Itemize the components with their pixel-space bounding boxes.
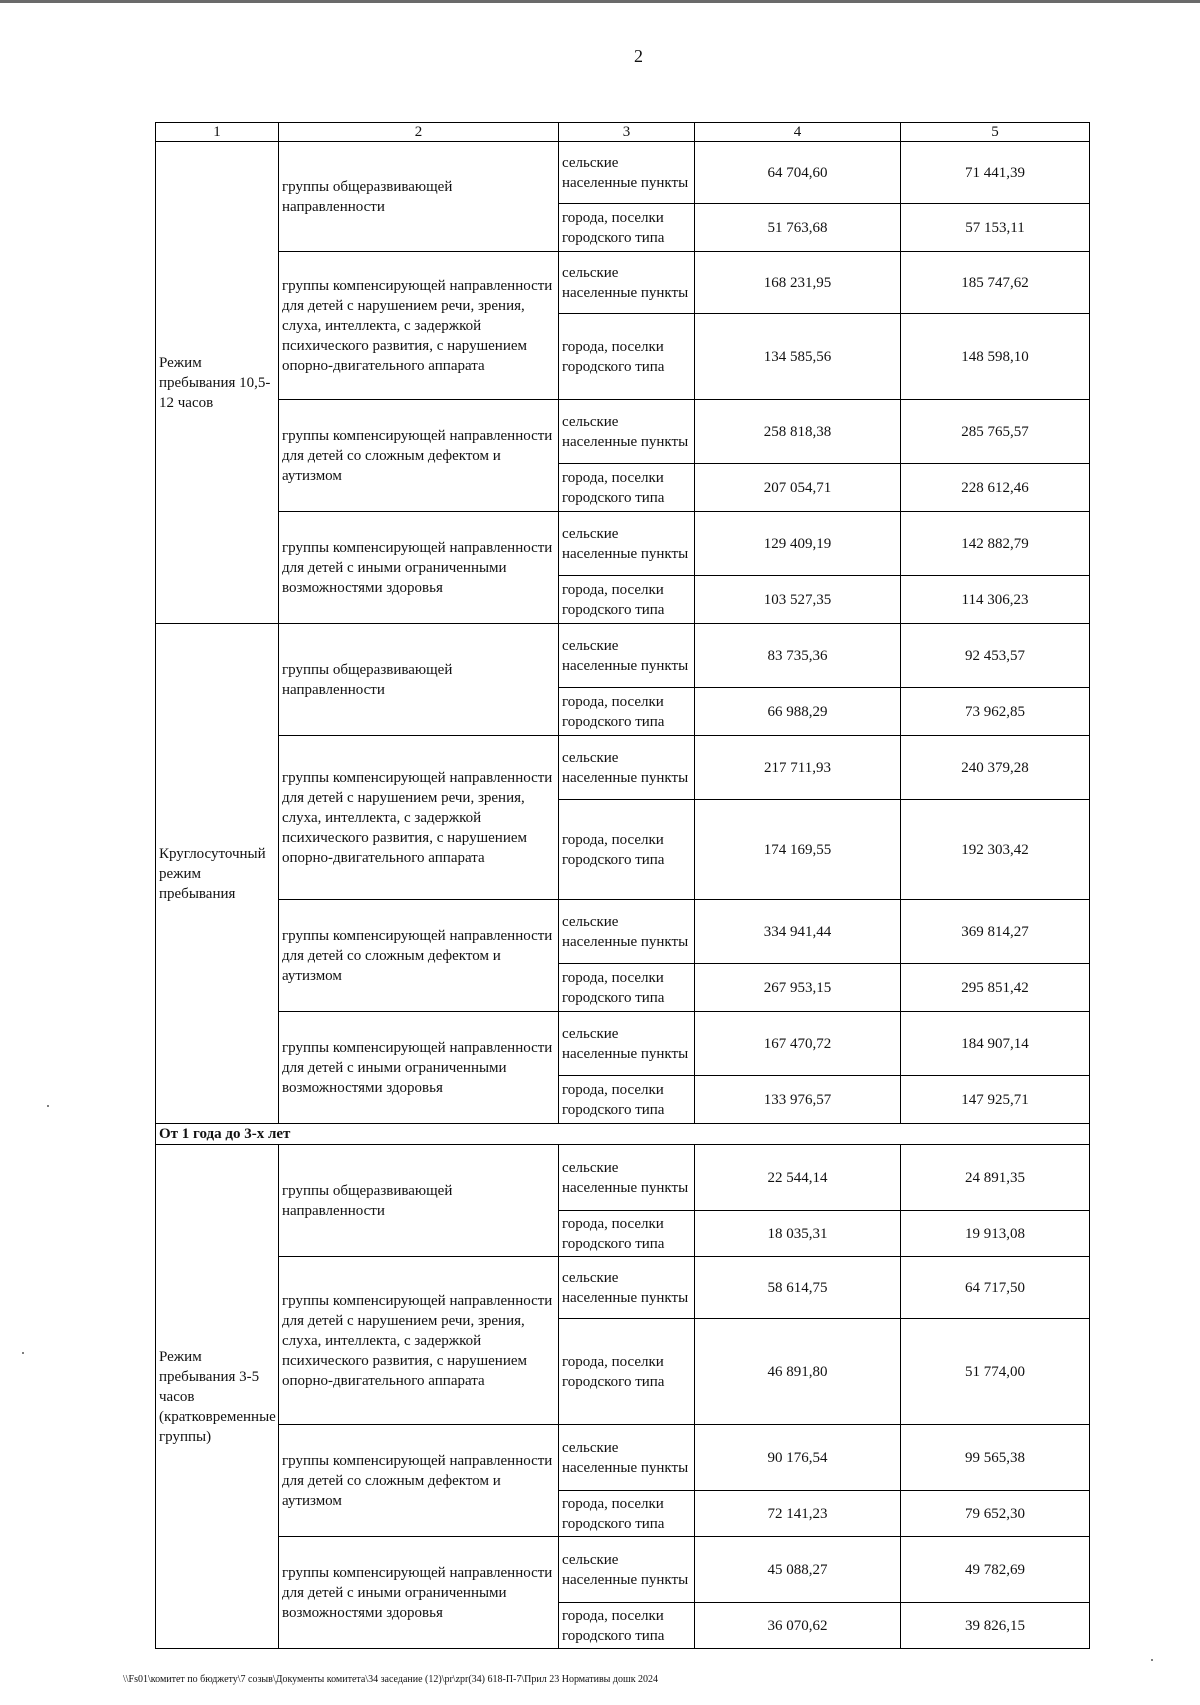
table-row xyxy=(156,512,1090,576)
area-type-cell: города, поселки городского типа xyxy=(559,1319,695,1425)
normative-value-col4: 45 088,27 xyxy=(695,1537,901,1603)
table-row xyxy=(156,1145,1090,1211)
area-type-cell: города, поселки городского типа xyxy=(559,1211,695,1257)
age-section-title: От 1 года до 3-х лет xyxy=(156,1124,1090,1145)
normative-value-col5: 71 441,39 xyxy=(901,142,1090,204)
group-type-cell: группы компенсирующей направленности для детей с иными ограниченными возможностями здоровья xyxy=(279,1537,559,1649)
normative-value-col5: 73 962,85 xyxy=(901,688,1090,736)
normative-value-col4: 258 818,38 xyxy=(695,400,901,464)
area-type-cell: города, поселки городского типа xyxy=(559,688,695,736)
area-type-cell: сельские населенные пункты xyxy=(559,252,695,314)
area-type-cell: города, поселки городского типа xyxy=(559,1076,695,1124)
table-row xyxy=(156,1537,1090,1603)
age-section-row xyxy=(156,1124,1090,1145)
normative-value-col4: 207 054,71 xyxy=(695,464,901,512)
normative-value-col4: 58 614,75 xyxy=(695,1257,901,1319)
group-type-cell: группы общеразвивающей направленности xyxy=(279,624,559,736)
normative-value-col4: 167 470,72 xyxy=(695,1012,901,1076)
normative-value-col4: 64 704,60 xyxy=(695,142,901,204)
area-type-cell: сельские населенные пункты xyxy=(559,512,695,576)
normative-value-col5: 64 717,50 xyxy=(901,1257,1090,1319)
table-row xyxy=(156,400,1090,464)
normative-value-col5: 142 882,79 xyxy=(901,512,1090,576)
stay-mode-cell: Режим пребывания 3-5 часов (кратковременные группы) xyxy=(156,1145,279,1649)
normative-value-col5: 57 153,11 xyxy=(901,204,1090,252)
table-row xyxy=(156,142,1090,204)
normative-value-col5: 295 851,42 xyxy=(901,964,1090,1012)
normative-value-col4: 72 141,23 xyxy=(695,1491,901,1537)
area-type-cell: города, поселки городского типа xyxy=(559,204,695,252)
area-type-cell: сельские населенные пункты xyxy=(559,1145,695,1211)
area-type-cell: города, поселки городского типа xyxy=(559,314,695,400)
normative-value-col4: 83 735,36 xyxy=(695,624,901,688)
normative-value-col4: 103 527,35 xyxy=(695,576,901,624)
table-row xyxy=(156,1425,1090,1491)
area-type-cell: сельские населенные пункты xyxy=(559,624,695,688)
normative-value-col5: 79 652,30 xyxy=(901,1491,1090,1537)
group-type-cell: группы общеразвивающей направленности xyxy=(279,1145,559,1257)
group-type-cell: группы компенсирующей направленности для детей с иными ограниченными возможностями здоровья xyxy=(279,512,559,624)
column-number-row xyxy=(156,123,1090,142)
normative-value-col5: 369 814,27 xyxy=(901,900,1090,964)
area-type-cell: сельские населенные пункты xyxy=(559,1425,695,1491)
area-type-cell: сельские населенные пункты xyxy=(559,736,695,800)
normative-value-col5: 49 782,69 xyxy=(901,1537,1090,1603)
scan-edge-line xyxy=(0,0,1200,3)
column-number: 4 xyxy=(695,123,901,142)
group-type-cell: группы компенсирующей направленности для детей с нарушением речи, зрения, слуха, интеллекта, с задержкой психического развития, с нарушением опорно-двигательного аппарата xyxy=(279,1257,559,1425)
table-row xyxy=(156,900,1090,964)
stay-mode-cell: Режим пребывания 10,5-12 часов xyxy=(156,142,279,624)
normative-value-col5: 184 907,14 xyxy=(901,1012,1090,1076)
normative-value-col4: 22 544,14 xyxy=(695,1145,901,1211)
normative-value-col5: 39 826,15 xyxy=(901,1603,1090,1649)
normative-value-col4: 18 035,31 xyxy=(695,1211,901,1257)
normative-value-col4: 46 891,80 xyxy=(695,1319,901,1425)
group-type-cell: группы компенсирующей направленности для детей со сложным дефектом и аутизмом xyxy=(279,400,559,512)
scan-speck xyxy=(1151,1659,1153,1661)
normative-value-col5: 114 306,23 xyxy=(901,576,1090,624)
normative-value-col5: 192 303,42 xyxy=(901,800,1090,900)
normative-value-col5: 92 453,57 xyxy=(901,624,1090,688)
area-type-cell: сельские населенные пункты xyxy=(559,1012,695,1076)
group-type-cell: группы компенсирующей направленности для детей с нарушением речи, зрения, слуха, интеллекта, с задержкой психического развития, с нарушением опорно-двигательного аппарата xyxy=(279,736,559,900)
area-type-cell: города, поселки городского типа xyxy=(559,1603,695,1649)
column-number: 5 xyxy=(901,123,1090,142)
area-type-cell: сельские населенные пункты xyxy=(559,900,695,964)
area-type-cell: города, поселки городского типа xyxy=(559,1491,695,1537)
normative-value-col5: 51 774,00 xyxy=(901,1319,1090,1425)
normative-value-col4: 36 070,62 xyxy=(695,1603,901,1649)
normative-value-col4: 217 711,93 xyxy=(695,736,901,800)
group-type-cell: группы компенсирующей направленности для детей с нарушением речи, зрения, слуха, интеллекта, с задержкой психического развития, с нарушением опорно-двигательного аппарата xyxy=(279,252,559,400)
footer-file-path: \\Fs01\комитет по бюджету\7 созыв\Документы комитета\34 заседание (12)\pr\zpr(34) 618-П-7\Прил 23 Нормативы дошк 2024 xyxy=(123,1674,659,1685)
area-type-cell: сельские населенные пункты xyxy=(559,142,695,204)
scan-speck xyxy=(22,1352,24,1354)
normative-value-col4: 51 763,68 xyxy=(695,204,901,252)
normative-value-col5: 147 925,71 xyxy=(901,1076,1090,1124)
normative-value-col5: 24 891,35 xyxy=(901,1145,1090,1211)
group-type-cell: группы компенсирующей направленности для детей с иными ограниченными возможностями здоровья xyxy=(279,1012,559,1124)
normatives-table xyxy=(155,122,1090,1649)
area-type-cell: города, поселки городского типа xyxy=(559,964,695,1012)
group-type-cell: группы компенсирующей направленности для детей со сложным дефектом и аутизмом xyxy=(279,1425,559,1537)
normative-value-col5: 185 747,62 xyxy=(901,252,1090,314)
normative-value-col5: 99 565,38 xyxy=(901,1425,1090,1491)
normative-value-col5: 148 598,10 xyxy=(901,314,1090,400)
page-number: 2 xyxy=(634,46,643,66)
normative-value-col5: 240 379,28 xyxy=(901,736,1090,800)
area-type-cell: города, поселки городского типа xyxy=(559,800,695,900)
scan-speck xyxy=(47,1105,49,1107)
normative-value-col4: 334 941,44 xyxy=(695,900,901,964)
stay-mode-cell: Круглосуточный режим пребывания xyxy=(156,624,279,1124)
table-row xyxy=(156,1257,1090,1319)
normative-value-col4: 66 988,29 xyxy=(695,688,901,736)
group-type-cell: группы общеразвивающей направленности xyxy=(279,142,559,252)
table-row xyxy=(156,736,1090,800)
normative-value-col4: 90 176,54 xyxy=(695,1425,901,1491)
area-type-cell: города, поселки городского типа xyxy=(559,464,695,512)
table-row xyxy=(156,624,1090,688)
column-number: 3 xyxy=(559,123,695,142)
normative-value-col4: 134 585,56 xyxy=(695,314,901,400)
table-row xyxy=(156,1012,1090,1076)
area-type-cell: сельские населенные пункты xyxy=(559,1257,695,1319)
column-number: 2 xyxy=(279,123,559,142)
area-type-cell: сельские населенные пункты xyxy=(559,1537,695,1603)
area-type-cell: города, поселки городского типа xyxy=(559,576,695,624)
normative-value-col4: 168 231,95 xyxy=(695,252,901,314)
normative-value-col4: 267 953,15 xyxy=(695,964,901,1012)
normative-value-col5: 228 612,46 xyxy=(901,464,1090,512)
normative-value-col4: 129 409,19 xyxy=(695,512,901,576)
normative-value-col5: 285 765,57 xyxy=(901,400,1090,464)
group-type-cell: группы компенсирующей направленности для детей со сложным дефектом и аутизмом xyxy=(279,900,559,1012)
normative-value-col4: 174 169,55 xyxy=(695,800,901,900)
area-type-cell: сельские населенные пункты xyxy=(559,400,695,464)
column-number: 1 xyxy=(156,123,279,142)
table-row xyxy=(156,252,1090,314)
normative-value-col4: 133 976,57 xyxy=(695,1076,901,1124)
normative-value-col5: 19 913,08 xyxy=(901,1211,1090,1257)
